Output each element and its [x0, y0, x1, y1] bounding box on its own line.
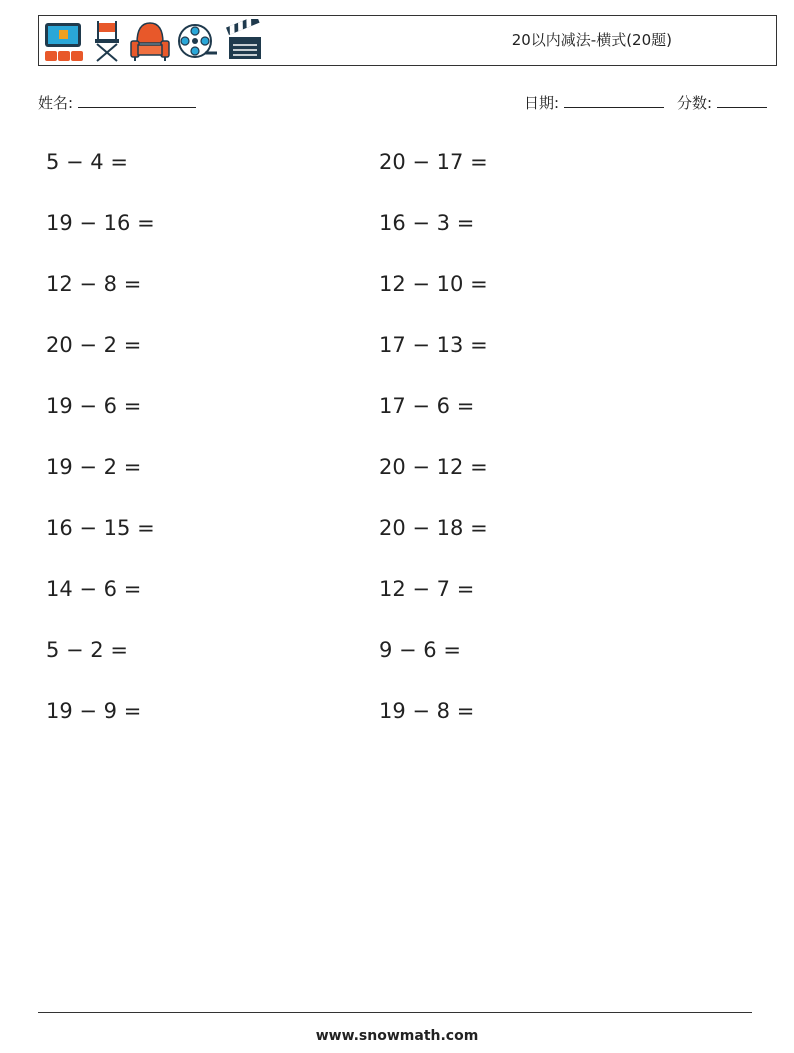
- problem-left-9: 5 − 2 =: [46, 638, 128, 662]
- problem-right-1: 20 − 17 =: [379, 150, 488, 174]
- date-field: [524, 92, 664, 113]
- footer-divider: [38, 1012, 752, 1013]
- problem-right-9: 9 − 6 =: [379, 638, 461, 662]
- name-label: 姓名:: [38, 94, 74, 112]
- name-blank[interactable]: [78, 93, 196, 108]
- film-reel-icon: [177, 19, 219, 63]
- problem-right-4: 17 − 13 =: [379, 333, 488, 357]
- problem-right-7: 20 − 18 =: [379, 516, 488, 540]
- footer-site: www.snowmath.com: [315, 1028, 479, 1044]
- problem-left-3: 12 − 8 =: [46, 272, 142, 296]
- date-blank[interactable]: [564, 93, 664, 108]
- problem-left-2: 19 − 16 =: [46, 211, 155, 235]
- problem-left-1: 5 − 4 =: [46, 150, 128, 174]
- date-label: 日期:: [524, 94, 560, 112]
- score-field: [677, 92, 767, 113]
- problem-right-6: 20 − 12 =: [379, 455, 488, 479]
- problem-right-2: 16 − 3 =: [379, 211, 475, 235]
- header-box: [38, 15, 777, 66]
- problem-left-6: 19 − 2 =: [46, 455, 142, 479]
- name-field: [38, 92, 196, 113]
- score-label: 分数:: [677, 94, 713, 112]
- score-blank[interactable]: [717, 93, 767, 108]
- problem-right-3: 12 − 10 =: [379, 272, 488, 296]
- clapperboard-icon: [225, 19, 265, 63]
- problem-left-5: 19 − 6 =: [46, 394, 142, 418]
- cinema-seat-icon: [129, 19, 171, 63]
- director-chair-icon: [91, 19, 123, 63]
- problem-right-5: 17 − 6 =: [379, 394, 475, 418]
- problem-left-10: 19 − 9 =: [46, 699, 142, 723]
- header-icons: [43, 19, 265, 63]
- tv-3d-icon: [43, 19, 85, 63]
- worksheet-title: 20以内减法-横式(20题): [511, 31, 672, 49]
- problem-left-8: 14 − 6 =: [46, 577, 142, 601]
- problem-left-4: 20 − 2 =: [46, 333, 142, 357]
- problem-left-7: 16 − 15 =: [46, 516, 155, 540]
- problem-right-8: 12 − 7 =: [379, 577, 475, 601]
- problem-right-10: 19 − 8 =: [379, 699, 475, 723]
